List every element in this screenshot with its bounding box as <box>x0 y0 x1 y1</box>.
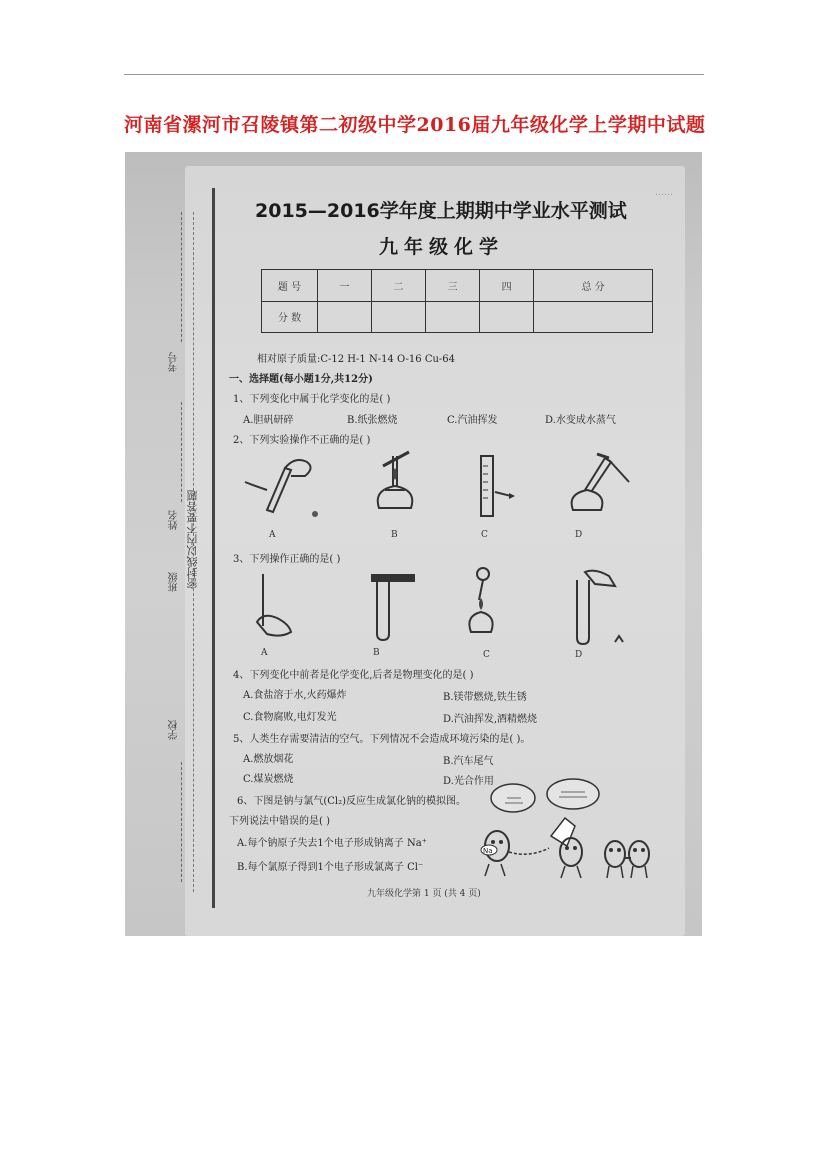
na-label: Na <box>483 847 493 855</box>
q6-stem-2: 下列说法中错误的是( ) <box>229 816 330 827</box>
bleed-through-text: …… <box>655 188 673 198</box>
q1-option-b: B.纸张燃烧 <box>347 415 398 426</box>
q3-figure-b <box>365 570 421 642</box>
q5-option-c: C.煤炭燃烧 <box>243 774 294 785</box>
q1-option-c: C.汽油挥发 <box>447 415 498 426</box>
name-label: 姓名 <box>169 510 180 530</box>
score-table <box>261 269 653 333</box>
seal-line <box>212 188 215 908</box>
q2-stem: 2、下列实验操作不正确的是( ) <box>233 435 371 446</box>
q2-label-b: B <box>391 530 398 540</box>
q2-label-d: D <box>575 530 583 540</box>
q6-cartoon <box>473 778 653 882</box>
q2-label-a: A <box>269 530 276 540</box>
exam-photo <box>125 152 702 936</box>
exam-subtitle: 九年级化学 <box>379 236 505 258</box>
seal-notice: 密封线以内不要答题 <box>186 490 199 589</box>
q3-figure-c <box>461 566 501 644</box>
score-header-cell: 一 <box>318 270 372 302</box>
score-cell <box>426 301 480 333</box>
score-cell <box>480 301 534 333</box>
q3-figure-a <box>249 570 299 642</box>
q2-figure-d <box>557 448 637 524</box>
atomic-masses: 相对原子质量:C-12 H-1 N-14 O-16 Cu-64 <box>257 354 456 365</box>
q4-option-c: C.食物腐败,电灯发光 <box>243 712 337 723</box>
q5-option-a: A.燃放烟花 <box>243 754 294 765</box>
score-cell <box>372 301 426 333</box>
section-1-heading: 一、选择题(每小题1分,共12分) <box>229 374 373 385</box>
q2-figure-a <box>237 450 327 522</box>
q4-option-d: D.汽油挥发,酒精燃烧 <box>443 714 538 725</box>
score-header-cell: 题 号 <box>262 270 318 302</box>
name-line <box>181 402 182 502</box>
q1-option-d: D.水变成水蒸气 <box>545 415 616 426</box>
score-row-label: 分 数 <box>262 301 318 333</box>
q6-option-b: B.每个氯原子得到1个电子形成氯离子 Cl⁻ <box>237 862 424 873</box>
q3-label-d: D <box>575 650 583 660</box>
document-heading: 河南省漯河市召陵镇第二初级中学2016届九年级化学上学期中试题 <box>124 114 706 136</box>
q5-option-d: D.光合作用 <box>443 776 494 787</box>
q3-label-b: B <box>373 648 380 658</box>
q1-stem: 1、下列变化中属于化学变化的是( ) <box>233 394 391 405</box>
q3-label-c: C <box>483 650 490 660</box>
school-label: 学校 <box>169 720 180 740</box>
exam-no-line <box>181 212 182 342</box>
score-header-cell: 四 <box>480 270 534 302</box>
exam-no-label: 考号 <box>169 352 180 372</box>
q6-stem: 6、下图是钠与氯气(Cl₂)反应生成氯化钠的模拟图。 <box>237 796 467 807</box>
header-rule <box>124 74 704 75</box>
q5-option-b: B.汽车尾气 <box>443 756 494 767</box>
q4-option-a: A.食盐溶于水,火药爆炸 <box>243 690 347 701</box>
score-table-header-row <box>262 270 653 302</box>
page-footer: 九年级化学第 1 页 (共 4 页) <box>367 889 481 899</box>
score-table-row <box>262 301 653 333</box>
q4-stem: 4、下列变化中前者是化学变化,后者是物理变化的是( ) <box>233 670 474 681</box>
score-cell <box>534 301 653 333</box>
score-header-cell: 三 <box>426 270 480 302</box>
exam-title: 2015—2016学年度上期期中学业水平测试 <box>255 200 627 222</box>
q5-stem: 5、人类生存需要清洁的空气。下列情况不会造成环境污染的是( )。 <box>233 734 531 745</box>
score-header-cell: 二 <box>372 270 426 302</box>
q3-figure-d <box>565 566 635 646</box>
score-cell <box>318 301 372 333</box>
binding-margin <box>125 152 217 936</box>
class-label: 班级 <box>169 572 180 592</box>
q2-figure-c <box>473 452 523 522</box>
q3-label-a: A <box>261 648 268 658</box>
q2-label-c: C <box>481 530 488 540</box>
q4-option-b: B.镁带燃烧,铁生锈 <box>443 692 527 703</box>
score-header-cell: 总 分 <box>534 270 653 302</box>
q3-stem: 3、下列操作正确的是( ) <box>233 554 341 565</box>
q2-figure-b <box>365 446 425 524</box>
school-line <box>181 762 182 882</box>
q6-option-a: A.每个钠原子失去1个电子形成钠离子 Na⁺ <box>237 838 427 849</box>
q1-option-a: A.胆矾研碎 <box>243 415 294 426</box>
